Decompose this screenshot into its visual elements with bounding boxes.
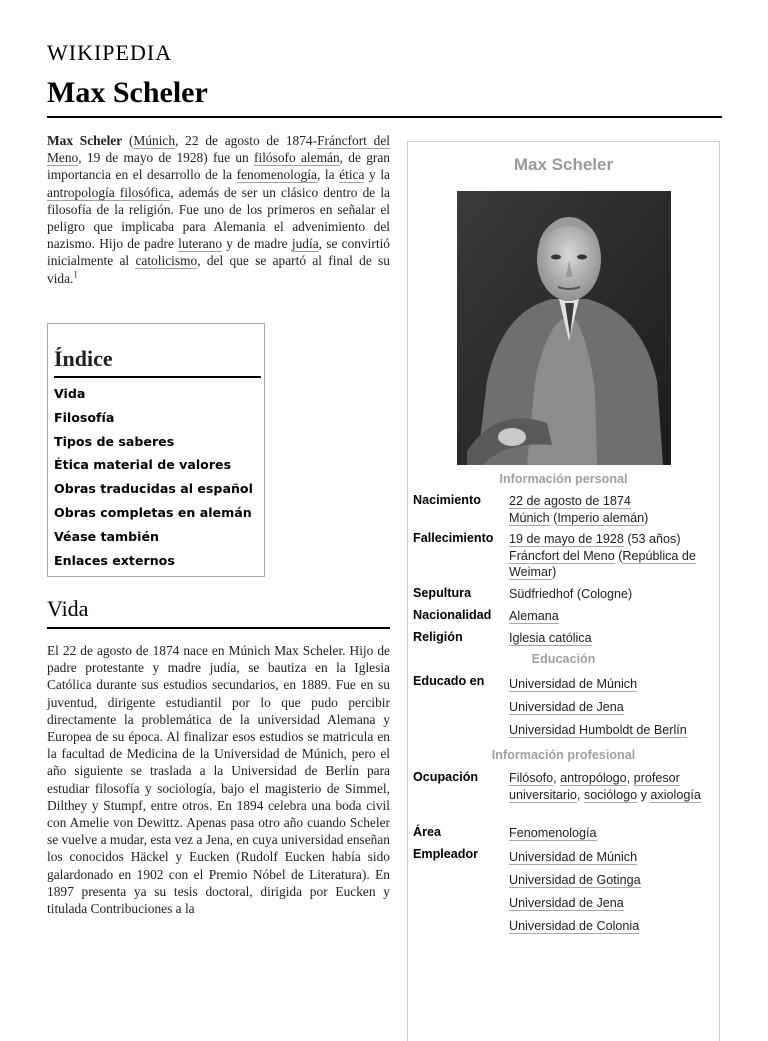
infobox-section-professional: Información profesional <box>491 748 636 762</box>
toc-item-obras-completas[interactable]: Obras completas en alemán <box>54 504 252 520</box>
link-occupation-sociologist[interactable]: sociólogo <box>583 787 638 802</box>
link-death-date[interactable]: 19 de mayo de 1928 <box>509 532 624 546</box>
label-religion: Religión <box>413 630 463 644</box>
link-employer-3[interactable]: Universidad de Jena <box>509 896 624 910</box>
title-divider <box>47 116 722 118</box>
link-employer-2[interactable]: Universidad de Gotinga <box>509 873 641 887</box>
portrait-photo[interactable] <box>457 191 671 465</box>
link-jewish[interactable]: judía <box>291 236 319 252</box>
link-birth-country[interactable]: Imperio alemán <box>557 510 645 525</box>
section-divider <box>47 627 390 629</box>
value-educado-en <box>509 699 717 716</box>
intro-text: , la <box>316 167 340 183</box>
infobox-section-personal: Información personal <box>499 472 628 486</box>
wikipedia-wordmark[interactable]: WIKIPEDIA <box>47 40 173 65</box>
value-separator: ) <box>644 510 649 525</box>
link-birth-date[interactable]: 22 de agosto de 1874 <box>509 494 631 508</box>
value-religion <box>509 630 717 647</box>
toc-item-etica-material[interactable]: Ética material de valores <box>54 457 232 473</box>
link-employer-4[interactable]: Universidad de Colonia <box>509 919 640 933</box>
link-occupation-philosopher[interactable]: Filósofo <box>509 771 554 785</box>
portrait-image <box>457 191 671 465</box>
value-ocupacion <box>509 770 717 803</box>
label-area: Área <box>413 825 442 839</box>
label-nacionalidad: Nacionalidad <box>413 608 492 622</box>
link-employer-1[interactable]: Universidad de Múnich <box>509 850 638 864</box>
link-lutheran[interactable]: luterano <box>178 236 223 252</box>
toc-item-enlaces-externos[interactable]: Enlaces externos <box>54 552 175 568</box>
link-philosophical-anthropology[interactable]: antropología filosófica <box>47 184 171 200</box>
label-empleador: Empleador <box>413 847 479 861</box>
intro-text: y la <box>364 167 390 183</box>
link-phenomenology[interactable]: fenomenología <box>236 167 317 183</box>
link-ethics[interactable]: ética <box>339 167 365 183</box>
value-separator: , <box>576 787 584 802</box>
infobox-section-education: Educación <box>531 652 596 666</box>
value-separator: y <box>637 787 651 802</box>
toc-title: Índice <box>54 346 261 378</box>
section-heading-vida: Vida <box>47 596 89 621</box>
value-nacimiento <box>509 493 717 526</box>
intro-text: y de madre <box>222 236 292 252</box>
reference-marker[interactable]: 1 <box>73 269 78 280</box>
value-educado-en <box>509 676 717 693</box>
link-education-3[interactable]: Universidad Humboldt de Berlín <box>509 723 687 737</box>
intro-text: , del que se apartó al final de su vida. <box>47 253 390 286</box>
link-area[interactable]: Fenomenología <box>509 826 597 840</box>
toc-item-tipos-de-saberes[interactable]: Tipos de saberes <box>54 433 175 449</box>
infobox <box>407 141 720 1041</box>
link-occupation-axiology[interactable]: axiología <box>650 787 701 802</box>
toc-item-vida[interactable]: Vida <box>54 386 86 401</box>
intro-text: , 19 de mayo de 1928) fue un <box>78 150 255 166</box>
link-nacionalidad[interactable]: Alemana <box>509 609 559 623</box>
value-sepultura: Südfriedhof (Cologne) <box>509 587 633 601</box>
value-educado-en <box>509 722 717 739</box>
link-german-philosopher[interactable]: filósofo alemán <box>254 150 340 166</box>
page-title: Max Scheler <box>47 76 208 109</box>
intro-text: , de gran importancia en el desarrollo de la <box>47 150 390 183</box>
vida-paragraph: El 22 de agosto de 1874 nace en Múnich Max Scheler. Hijo de padre protestante y madre judía, se bautiza en la Iglesia Católica durante sus estudios secundarios, en 1889. Fue en su juventud, dirigente estudiantil por lo que pudo percibir directamente la problemática de la universidad Alemana y Europea de su época. Al finalizar esos estudios se matricula en la facultad de Medicina de la Universidad de Múnich, pero el año siguiente se traslada a la Universidad de Berlín para estudiar filosofía y sociología, bajo el magisterio de Simmel, Dilthey y Stumpf, entre otros. En 1894 celebra una boda civil con Amelie von Dewittz. Apenas pasa otro año cuando Scheler se vuelve a mudar, esta vez a Jena, en cuya universidad enseñan los conocidos Häckel y Eucken (Rudolf Eucken había sido galardonado en 1902 con el Premio Nóbel de Literatura). En 1897 presenta ya su tesis doctoral, dirigida por Eucken y titulada Contribuciones a la <box>47 643 390 917</box>
link-education-2[interactable]: Universidad de Jena <box>509 700 624 714</box>
value-separator: ) <box>552 565 557 580</box>
infobox-title: Max Scheler <box>513 155 614 174</box>
value-empleador <box>509 872 717 889</box>
intro-text: , se convirtió inicialmente al <box>47 236 390 269</box>
link-education-1[interactable]: Universidad de Múnich <box>509 677 638 691</box>
label-sepultura: Sepultura <box>413 586 472 600</box>
toc-item-vease-tambien[interactable]: Véase también <box>54 528 159 544</box>
toc-item-obras-traducidas[interactable]: Obras traducidas al español <box>54 481 253 497</box>
intro-text: , además de ser un clásico dentro de la filosofía de la religión. Fue uno de los primeros en señalar el peligro que implicaba para Alemania el advenimiento del nazismo. Hijo de padre <box>47 184 390 252</box>
value-separator: ( <box>614 548 623 563</box>
link-occupation-professor[interactable]: profesor universitario <box>509 771 680 802</box>
toc-item-filosofia[interactable]: Filosofía <box>54 409 115 425</box>
label-ocupacion: Ocupación <box>413 770 479 784</box>
value-empleador <box>509 895 717 912</box>
link-frankfurt[interactable]: Fráncfort del Meno <box>47 133 390 166</box>
link-occupation-anthropologist[interactable]: antropólogo <box>560 771 627 785</box>
value-nacionalidad <box>509 608 717 625</box>
link-death-country[interactable]: República de Weimar <box>509 548 696 580</box>
value-separator: ( <box>549 510 558 525</box>
value-fallecimiento <box>509 531 717 581</box>
link-munich[interactable]: Múnich <box>133 133 176 148</box>
value-area <box>509 825 717 842</box>
link-religion[interactable]: Iglesia católica <box>509 631 592 645</box>
table-of-contents <box>47 323 265 577</box>
value-separator: , <box>553 771 561 785</box>
value-empleador <box>509 849 717 866</box>
intro-paragraph <box>47 132 390 287</box>
link-catholicism[interactable]: catolicismo <box>135 253 198 269</box>
label-nacimiento: Nacimiento <box>413 493 481 507</box>
toc-list <box>54 382 258 572</box>
intro-subject-name: Max Scheler <box>47 133 123 148</box>
intro-text: ( <box>122 133 134 148</box>
page-cutoff <box>40 954 400 1024</box>
link-death-place[interactable]: Fráncfort del Meno <box>509 548 615 563</box>
label-educado-en: Educado en <box>413 674 485 688</box>
value-separator: , <box>626 771 634 785</box>
label-fallecimiento: Fallecimiento <box>413 531 494 545</box>
value-empleador <box>509 918 717 935</box>
intro-text: , 22 de agosto de 1874- <box>175 133 318 148</box>
link-birth-place[interactable]: Múnich <box>509 510 550 525</box>
death-age: (53 años) <box>623 532 681 546</box>
